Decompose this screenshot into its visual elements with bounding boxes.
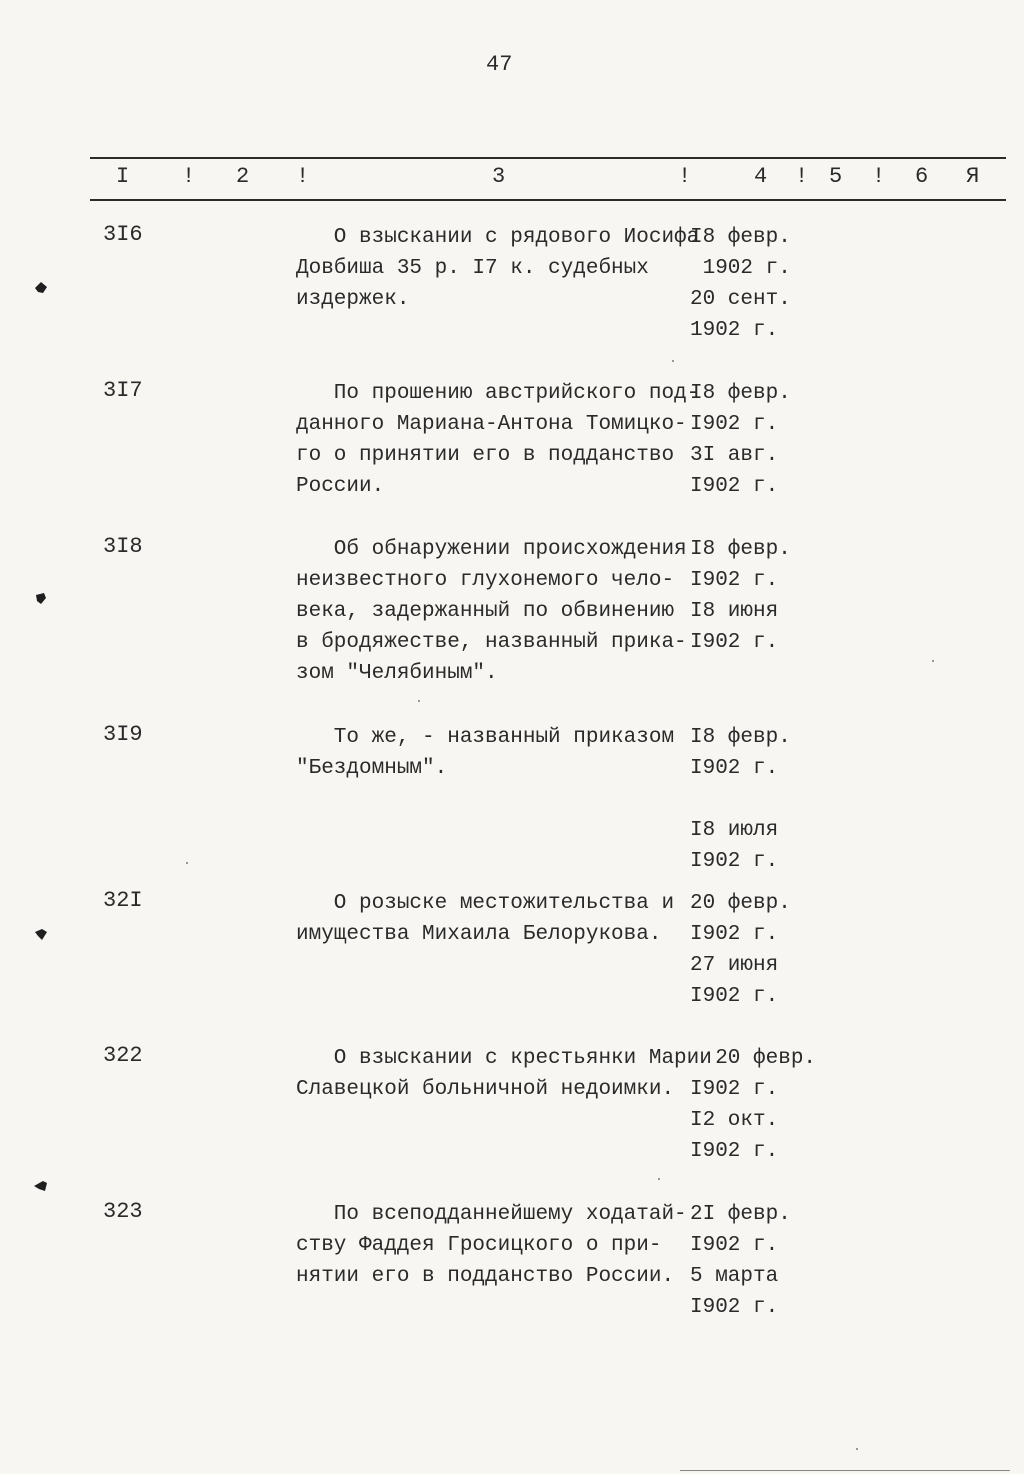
table-top-rule bbox=[90, 157, 1006, 159]
paper-speck bbox=[856, 1448, 858, 1450]
paper-speck bbox=[186, 862, 188, 864]
table-header-rule bbox=[90, 199, 1006, 201]
entry-dates: 20 февр. I902 г. 27 июня I902 г. bbox=[690, 892, 791, 1008]
binding-hole-mark bbox=[34, 928, 48, 940]
entry-title: Об обнаружении происхождения неизвестного глухонемого чело- века, задержанный по обвинению в бродяжестве, названный прика- зом "Челябиным". bbox=[296, 538, 687, 685]
header-separator: ! bbox=[182, 164, 196, 189]
header-col-2: 2 bbox=[236, 164, 250, 189]
paper-speck bbox=[672, 360, 674, 362]
header-col-3: 3 bbox=[492, 164, 506, 189]
entry-dates: 20 февр. I902 г. I2 окт. I902 г. bbox=[690, 1047, 817, 1163]
entry-dates: I8 февр. I902 г. I8 июня I902 г. bbox=[690, 538, 791, 654]
page-number: 47 bbox=[486, 52, 513, 77]
header-col-4: 4 bbox=[754, 164, 768, 189]
binding-hole-mark bbox=[34, 592, 48, 604]
header-separator: ! bbox=[795, 164, 809, 189]
entry-number: 3I6 bbox=[103, 222, 143, 247]
entry-number: 3I8 bbox=[103, 534, 143, 559]
entry-number: 322 bbox=[103, 1043, 143, 1068]
paper-speck bbox=[658, 1178, 660, 1180]
header-separator: ! bbox=[872, 164, 886, 189]
paper-speck bbox=[418, 700, 420, 702]
header-col-end: Я bbox=[966, 164, 980, 189]
entry-dates: 2I февр. I902 г. 5 марта I902 г. bbox=[690, 1203, 791, 1319]
bottom-edge-line bbox=[680, 1470, 1010, 1471]
entry-dates: I8 февр. I902 г. 3I авг. I902 г. bbox=[690, 382, 791, 498]
entry-title: О взыскании с рядового Иосифа Довбиша 35 р. I7 к. судебных издержек. bbox=[296, 226, 700, 311]
binding-hole-mark bbox=[34, 1180, 48, 1192]
entry-title: О розыске местожительства и имущества Михаила Белорукова. bbox=[296, 892, 675, 946]
entry-number: 32I bbox=[103, 888, 143, 913]
entry-number: 3I7 bbox=[103, 378, 143, 403]
entry-title: По прошению австрийского под- данного Мариана-Антона Томицко- го о принятии его в подданство России. bbox=[296, 382, 700, 498]
header-col-6: 6 bbox=[915, 164, 929, 189]
paper-speck bbox=[932, 660, 934, 662]
entry-number: 3I9 bbox=[103, 722, 143, 747]
header-separator: ! bbox=[678, 164, 692, 189]
entry-title: То же, - названный приказом "Бездомным". bbox=[296, 726, 675, 780]
entry-title: О взыскании с крестьянки Марии Славецкой больничной недоимки. bbox=[296, 1047, 712, 1101]
header-col-5: 5 bbox=[829, 164, 843, 189]
entry-dates: I8 февр. I902 г. I8 июля I902 г. bbox=[690, 726, 791, 873]
binding-hole-mark bbox=[34, 282, 48, 294]
header-separator: ! bbox=[296, 164, 310, 189]
entry-title: По всеподданнейшему ходатай- ству Фаддея Гросицкого о при- нятии его в подданство России. bbox=[296, 1203, 687, 1288]
header-col-1: I bbox=[116, 164, 130, 189]
entry-number: 323 bbox=[103, 1199, 143, 1224]
entry-dates: I8 февр. 1902 г. 20 сент. 1902 г. bbox=[690, 226, 791, 342]
